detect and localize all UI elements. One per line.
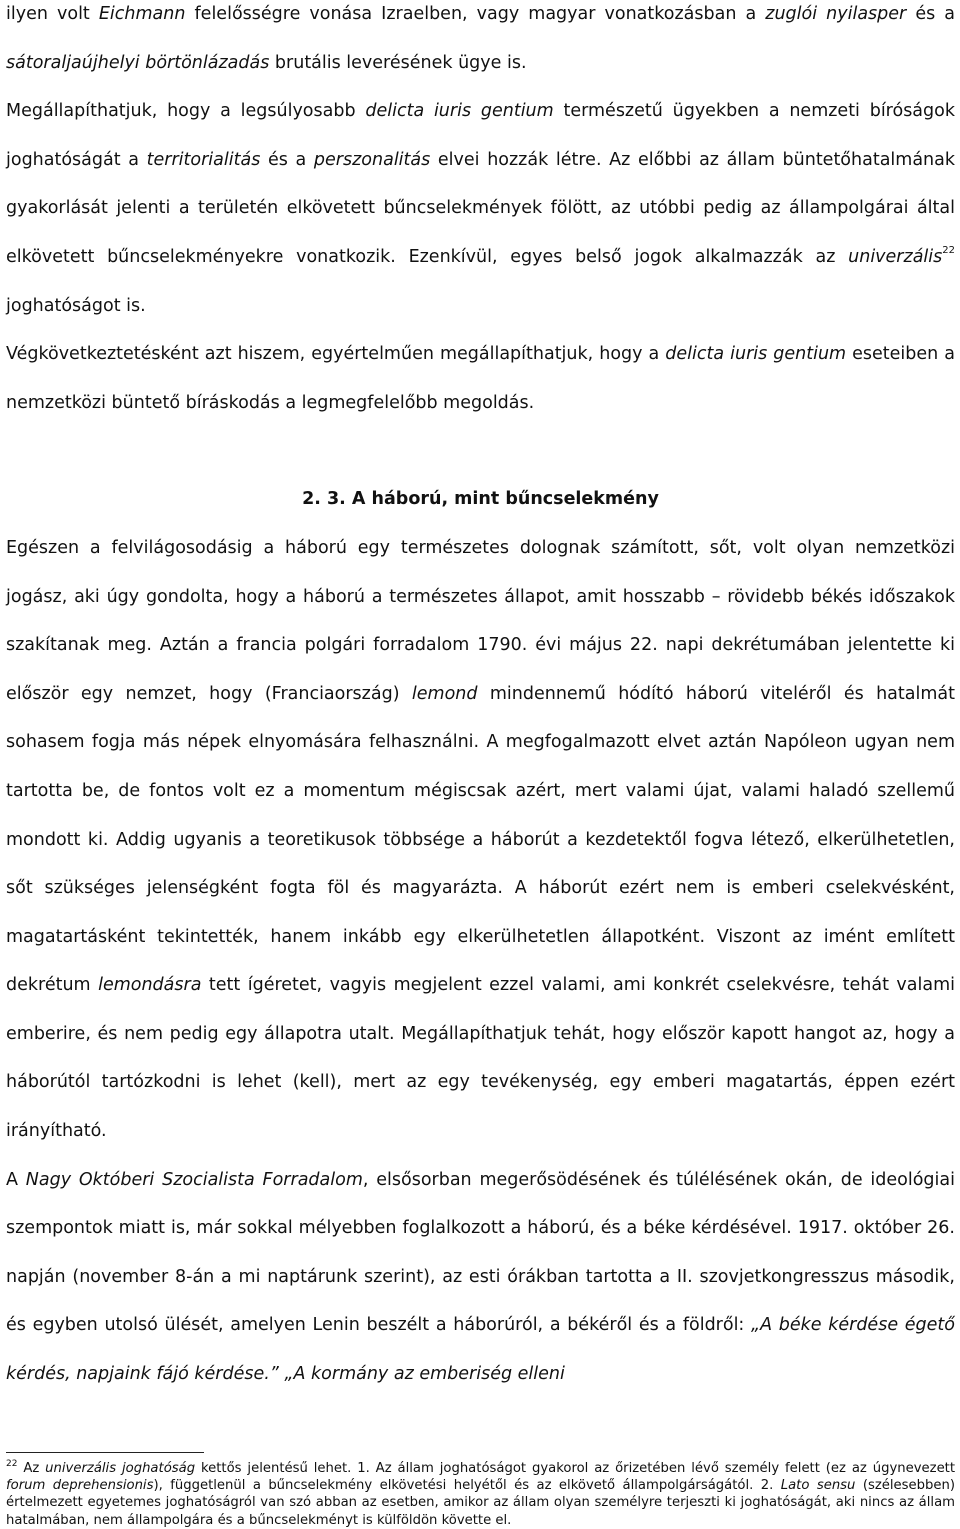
text: tett ígéretet, vagyis megjelent ezzel valami, ami konkrét cselekvésre, tehát valami emberire, és nem pedig egy állapotra utalt. Megállapíthatjuk tehát, hogy először kapott hangot az, hogy a háborútól tartózkodni is lehet (kell), mert az egy tevékenység, egy emberi magatartás, éppen ezért irányítható. xyxy=(6,975,956,1142)
italic-term: perszonalitás xyxy=(313,149,431,170)
italic-term: lemond xyxy=(411,683,478,704)
footnote-22 xyxy=(6,1460,955,1529)
footnote-reference[interactable]: 22 xyxy=(942,244,955,256)
italic-term: Eichmann xyxy=(98,4,186,24)
text: , elsősorban megerősödésének és túlélésének okán, de ideológiai szempontok miatt is, már sokkal mélyebben foglalkozott a háború, és a béke kérdésével. 1917. október 26. napján (november 8-án a mi naptárunk szerint), az esti órákban tartotta a II. szovjetkongresszus második, és egyben utolsó ülését, amelyen Lenin beszélt a háborúról, a békéről és a földről: xyxy=(6,1169,955,1336)
text: elvei hozzák létre. Az előbbi az állam büntetőhatalmának gyakorlását jelenti a területén elkövetett bűncselekmények fölött, az utóbbi pedig az állampolgárai által elkövetett bűncselekményekre vonatkozik. Ezenkívül, egyes belső jogok alkalmazzák az xyxy=(6,149,956,267)
italic-term: lemondásra xyxy=(98,975,202,996)
text: mindennemű hódító háború viteléről és hatalmát sohasem fogja más népek elnyomására felhasználni. A megfogalmazott elvet aztán Napóleon ugyan nem tartotta be, de fontos volt ez a momentum mégiscsak azért, mert valami újat, valami haladó szellemű mondott ki. Addig ugyanis a teoretikusok többsége a háborút a kezdetektől fogva létező, elkerülhetetlen, sőt szükséges jelenségként fogta föl és magyarázta. A háborút ezért nem is emberi cselekvésként, magatartásként tekintették, hanem inkább egy elkerülhetetlen állapotként. Viszont az imént említett dekrétum xyxy=(6,683,955,996)
footnote-number: 22 xyxy=(6,1459,18,1469)
text: eseteiben a nemzetközi büntető bíráskodás a legmegfelelőbb megoldás. xyxy=(6,344,955,413)
italic-quote: „A béke kérdése égető kérdés, napjaink fájó kérdése.” „A kormány az emberiség elleni xyxy=(6,1315,955,1385)
paragraph-3 xyxy=(6,330,955,427)
text: és a xyxy=(260,149,314,170)
text: Megállapíthatjuk, hogy a legsúlyosabb xyxy=(6,101,366,122)
text: joghatóságot is. xyxy=(6,295,146,316)
text: A xyxy=(6,1169,26,1190)
italic-term: univerzális xyxy=(848,246,943,267)
paragraph-2 xyxy=(6,87,955,330)
italic-term: forum deprehensionis xyxy=(6,1478,154,1494)
text: (szélesebben) értelmezett egyetemes joghatóságról van szó abban az esetben, amikor az állam olyan személyre terjeszti ki joghatóságát, aki nincs az állam hatalmában, nem állampolgára és a bűncselekményt is külföldön követte el. xyxy=(6,1478,955,1528)
paragraph-1 xyxy=(6,0,955,87)
text: Az xyxy=(17,1461,46,1476)
italic-term: Nagy Októberi Szocialista Forradalom xyxy=(25,1169,363,1190)
italic-term: delicta iuris gentium xyxy=(365,101,554,122)
paragraph-4 xyxy=(6,524,955,1156)
text: és a xyxy=(906,4,955,24)
text: ), függetlenül a bűncselekmény elkövetési helyétől és az elkövető állampolgárságától. 2. xyxy=(153,1478,781,1494)
italic-term: Lato sensu xyxy=(780,1478,856,1494)
text: természetű ügyekben a nemzeti bíróságok joghatóságát a xyxy=(6,101,955,170)
section-heading: 2. 3. A háború, mint bűncselekmény xyxy=(302,489,659,510)
paragraph-5 xyxy=(6,1156,955,1399)
text: ilyen volt xyxy=(6,4,99,24)
italic-term: sátoraljaújhelyi börtönlázadás xyxy=(6,52,270,73)
text: Végkövetkeztetésként azt hiszem, egyértelműen megállapíthatjuk, hogy a xyxy=(6,344,666,365)
italic-term: zuglói nyilasper xyxy=(765,4,907,24)
italic-term: delicta iuris gentium xyxy=(665,344,847,365)
text: kettős jelentésű lehet. 1. Az állam joghatóságot gyakorol az őrizetében lévő személy felett (ez az úgynevezett xyxy=(195,1461,956,1476)
italic-term: univerzális joghatóság xyxy=(45,1461,196,1476)
text: brutális leverésének ügye is. xyxy=(269,52,527,73)
italic-term: territorialitás xyxy=(146,149,261,170)
document-body xyxy=(6,0,955,1399)
text: Egészen a felvilágosodásig a háború egy természetes dolognak számított, sőt, volt olyan nemzetközi jogász, aki úgy gondolta, hogy a háború a természetes állapot, amit hosszabb – rövidebb békés időszakok szakítanak meg. Aztán a francia polgári forradalom 1790. évi május 22. napi dekrétumában jelentette ki először egy nemzet, hogy (Franciaország) xyxy=(6,537,955,704)
footnote-separator xyxy=(6,1452,204,1453)
text: felelősségre vonása Izraelben, vagy magyar vonatkozásban a xyxy=(185,4,766,24)
